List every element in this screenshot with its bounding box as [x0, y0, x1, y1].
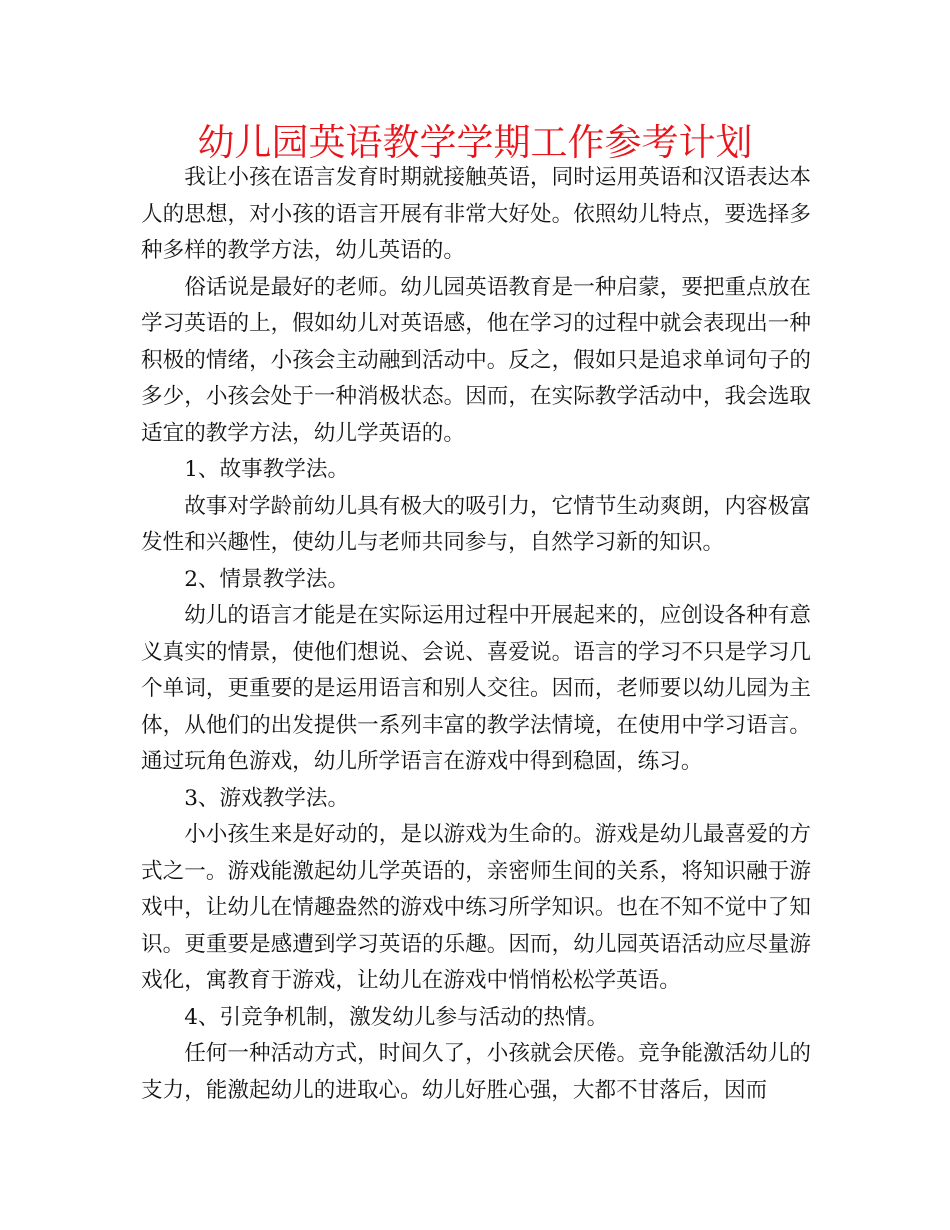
paragraph-competition: 任何一种活动方式，时间久了，小孩就会厌倦。竞争能激活幼儿的支力，能激起幼儿的进取心。幼儿好胜心强，大都不甘落后，因而: [141, 1041, 811, 1103]
heading-competition: 4、引竞争机制，激发幼儿参与活动的热情。: [184, 1004, 609, 1030]
paragraph-intro: 我让小孩在语言发育时期就接触英语，同时运用英语和汉语表达本人的思想，对小孩的语言开展有非常大好处。依照幼儿特点，要选择多种多样的教学方法，幼儿英语的。: [141, 165, 811, 263]
paragraph-game-method: 小小孩生来是好动的，是以游戏为生命的。游戏是幼儿最喜爱的方式之一。游戏能激起幼儿学英语的，亲密师生间的关系，将知识融于游戏中，让幼儿在情趣盎然的游戏中练习所学知识。也在不知不觉中了知识。更重要是感遭到学习英语的乐趣。因而，幼儿园英语活动应尽量游戏化，寓教育于游戏，让幼儿在游戏中悄悄松松学英语。: [141, 822, 811, 993]
paragraph-story-method: 故事对学龄前幼儿具有极大的吸引力，它情节生动爽朗，内容极富发性和兴趣性，使幼儿与老师共同参与，自然学习新的知识。: [141, 493, 811, 555]
paragraph-interest: 俗话说是最好的老师。幼儿园英语教育是一种启蒙，要把重点放在学习英语的上，假如幼儿对英语感，他在学习的过程中就会表现出一种积极的情绪，小孩会主动融到活动中。反之，假如只是追求单词句子的多少，小孩会处于一种消极状态。因而，在实际教学活动中，我会选取适宜的教学方法，幼儿学英语的。: [141, 274, 811, 446]
document-title: 幼儿园英语教学学期工作参考计划: [197, 121, 753, 164]
heading-scenario-method: 2、情景教学法。: [184, 566, 350, 592]
paragraph-scenario-method: 幼儿的语言才能是在实际运用过程中开展起来的，应创设各种有意义真实的情景，使他们想说、会说、喜爱说。语言的学习不只是学习几个单词，更重要的是运用语言和别人交往。因而，老师要以幼儿园为主体，从他们的出发提供一系列丰富的教学法情境，在使用中学习语言。通过玩角色游戏，幼儿所学语言在游戏中得到稳固，练习。: [141, 603, 811, 774]
heading-game-method: 3、游戏教学法。: [184, 785, 350, 811]
heading-story-method: 1、故事教学法。: [184, 457, 350, 482]
document-body: [141, 160, 811, 1109]
